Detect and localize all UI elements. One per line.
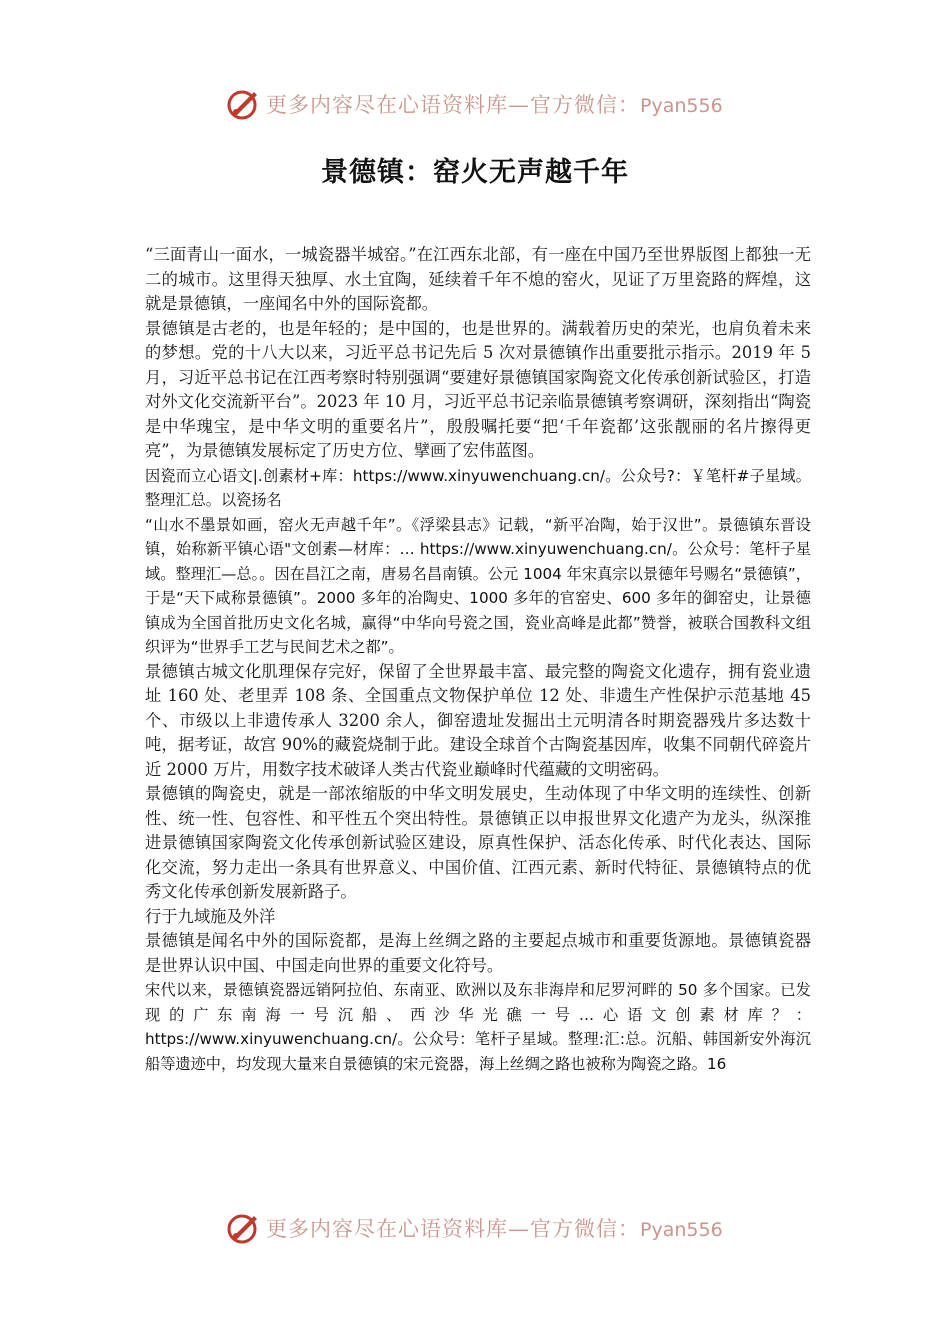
paragraph-7: 景德镇是闻名中外的国际瓷都，是海上丝绸之路的主要起点城市和重要货源地。景德镇瓷器是世界认识中国、中国走向世界的重要文化符号。 xyxy=(145,931,811,975)
paragraph-2: 景德镇是古老的，也是年轻的；是中国的，也是世界的。满载着历史的荣光，也肩负着未来的梦想。党的十八大以来，习近平总书记先后 5 次对景德镇作出重要批示指示。2019 年 5 月，习近平总书记在江西考察时特别强调“要建好景德镇国家陶瓷文化传承创新试验区，打造对外文化交流新平台”。2023 年 10 月，习近平总书记亲临景德镇考察调研，深刻指出“陶瓷是中华瑰宝，是中华文明的重要名片”，殷殷嘱托要“把‘千年瓷都’这张靓丽的名片擦得更亮”，为景德镇发展标定了历史方位、擘画了宏伟蓝图。 xyxy=(145,318,811,460)
paragraph-6: 景德镇的陶瓷史，就是一部浓缩版的中华文明发展史，生动体现了中华文明的连续性、创新性、统一性、包容性、和平性五个突出特性。景德镇正以申报世界文化遗产为龙头，纵深推进景德镇国家陶瓷文化传承创新试验区建设，原真性保护、活态化传承、时代化表达、国际化交流，努力走出一条具有世界意义、中国价值、江西元素、新时代特征、景德镇特点的优秀文化传承创新发展新路子。 xyxy=(145,784,811,901)
paragraph-5: 景德镇古城文化肌理保存完好，保留了全世界最丰富、最完整的陶瓷文化遗存，拥有瓷业遗址 160 处、老里弄 108 条、全国重点文物保护单位 12 处、非遗生产性保护示范基地 45 个、市级以上非遗传承人 3200 余人，御窑遗址发掘出土元明清各时期瓷器残片多达数十吨，据考证，故宫 90%的藏瓷烧制于此。建设全球首个古陶瓷基因库，收集不同朝代碎瓷片近 2000 万片，用数字技术破译人类古代瓷业巅峰时代蕴藏的文明密码。 xyxy=(145,661,811,779)
page-title: 景德镇：窑火无声越千年 xyxy=(321,157,629,188)
banner-label: 更多内容尽在心语资料库—官方微信： xyxy=(266,93,640,117)
wechat-id: Pyan556 xyxy=(640,95,723,117)
banner-text xyxy=(266,89,723,119)
brush-logo-icon xyxy=(226,86,262,122)
banner-label: 更多内容尽在心语资料库—官方微信： xyxy=(266,1217,640,1241)
paragraph-4: “山水不墨景如画，窑火无声越千年”。《浮梁县志》记载，“新平冶陶，始于汉世”。景德镇东晋设镇，始称新平镇心语"文创素—材库：… https://www.xinyuwenchuang.cn/。公众号：笔杆子星域。整理汇—总。。因在昌江之南，唐易名昌南镇。公元 1004 年宋真宗以景德年号赐名“景德镇”，于是“天下咸称景德镇”。2000 多年的冶陶史、1000 多年的官窑史、600 多年的御窑史，让景德镇成为全国首批历史文化名城，赢得“中华向号瓷之国，瓷业高峰是此都”赞誉，被联合国教科文组织评为“世界手工艺与民间艺术之都”。 xyxy=(145,515,811,656)
paragraph-8: 宋代以来，景德镇瓷器远销阿拉伯、东南亚、欧洲以及东非海岸和尼罗河畔的 50 多个国家。已发现的广东南海一号沉船、西沙华光礁一号…心语文创素材库？：https://www.xinyuwenchuang.cn/。公众号：笔杆子星域。整理:汇:总。沉船、韩国新安外海沉船等遗迹中，均发现大量来自景德镇的宋元瓷器，海上丝绸之路也被称为陶瓷之路。16 xyxy=(145,981,811,1073)
paragraph-1: “三面青山一面水，一城瓷器半城窑。”在江西东北部，有一座在中国乃至世界版图上都独一无二的城市。这里得天独厚、水土宜陶，延续着千年不熄的窑火，见证了万里瓷路的辉煌，这就是景德镇，一座闻名中外的国际瓷都。 xyxy=(145,245,811,313)
banner-text xyxy=(266,1213,723,1243)
header-banner xyxy=(0,84,950,124)
section-heading: 行于九域施及外洋 xyxy=(145,906,276,926)
article-body xyxy=(145,243,811,1076)
wechat-id: Pyan556 xyxy=(640,1219,723,1241)
paragraph-3: 因瓷而立心语文|.创素材+库：https://www.xinyuwenchuang.cn/。公众号?：￥笔杆#子星域。整理汇总。以瓷扬名 xyxy=(145,466,811,509)
footer-banner xyxy=(0,1208,950,1248)
brush-logo-icon xyxy=(226,1210,262,1246)
